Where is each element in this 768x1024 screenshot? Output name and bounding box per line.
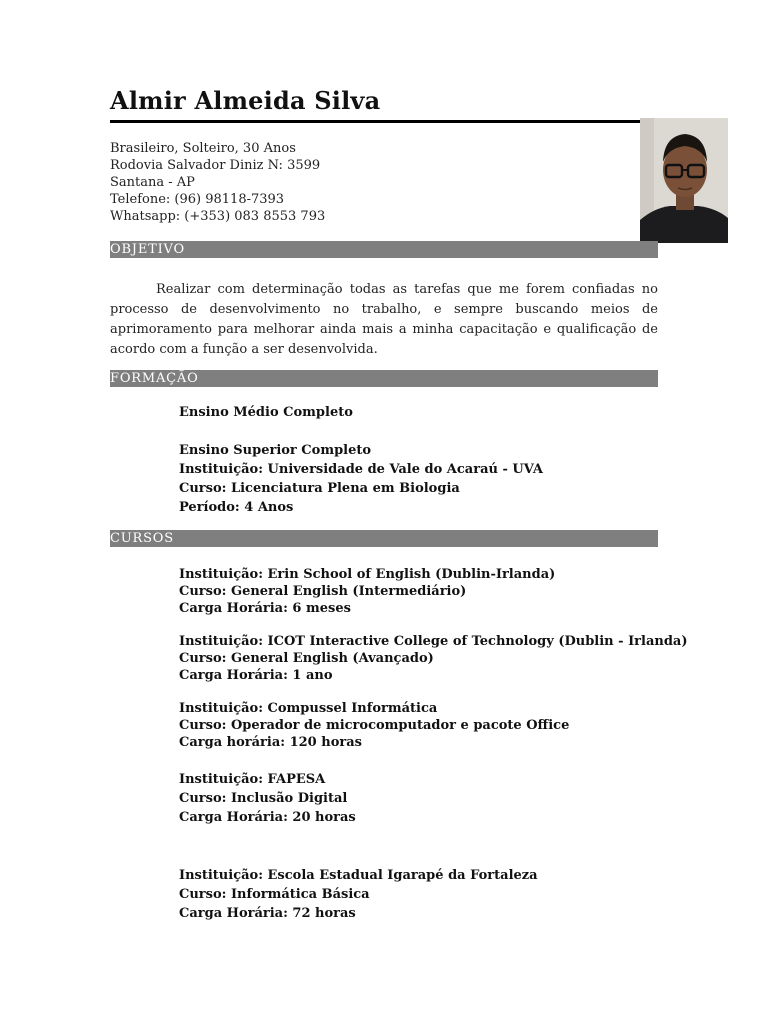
course-name: Curso: Inclusão Digital xyxy=(179,791,348,806)
course-entry xyxy=(179,566,555,617)
section-header-objetivo: OBJETIVO xyxy=(110,241,658,258)
personal-details: Brasileiro, Solteiro, 30 Anos xyxy=(110,141,296,156)
formacao-item: Ensino Superior Completo xyxy=(179,443,372,458)
course-entry xyxy=(179,700,569,751)
phone-line: Telefone: (96) 98118-7393 xyxy=(110,192,285,207)
formacao-item: Período: 4 Anos xyxy=(179,500,294,515)
course-hours: Carga Horária: 72 horas xyxy=(179,906,356,921)
section-header-cursos: CURSOS xyxy=(110,530,658,547)
course-hours: Carga horária: 120 horas xyxy=(179,735,362,750)
course-entry xyxy=(179,633,687,684)
city-line: Santana - AP xyxy=(110,175,195,190)
course-institution: Instituição: ICOT Interactive College of Technology (Dublin - Irlanda) xyxy=(179,634,688,649)
course-institution: Instituição: Compussel Informática xyxy=(179,701,438,716)
course-name: Curso: General English (Intermediário) xyxy=(179,584,467,599)
profile-photo xyxy=(640,118,728,243)
course-hours: Carga Horária: 1 ano xyxy=(179,668,333,683)
course-entry xyxy=(179,866,538,923)
formacao-item: Ensino Médio Completo xyxy=(179,405,353,420)
course-name: Curso: General English (Avançado) xyxy=(179,651,434,666)
course-institution: Instituição: Erin School of English (Dublin-Irlanda) xyxy=(179,567,556,582)
formacao-item: Curso: Licenciatura Plena em Biologia xyxy=(179,481,460,496)
address-line: Rodovia Salvador Diniz N: 3599 xyxy=(110,158,321,173)
course-name: Curso: Informática Básica xyxy=(179,887,370,902)
contact-info xyxy=(110,140,325,225)
course-institution: Instituição: Escola Estadual Igarapé da Fortaleza xyxy=(179,868,538,883)
title-divider xyxy=(110,120,640,123)
candidate-name: Almir Almeida Silva xyxy=(110,86,381,115)
formacao-item: Instituição: Universidade de Vale do Acaraú - UVA xyxy=(179,462,543,477)
whatsapp-line: Whatsapp: (+353) 083 8553 793 xyxy=(110,209,326,224)
section-header-formacao: FORMAÇÃO xyxy=(110,370,658,387)
course-name: Curso: Operador de microcomputador e pacote Office xyxy=(179,718,570,733)
course-hours: Carga Horária: 20 horas xyxy=(179,810,356,825)
formacao-list xyxy=(179,403,543,517)
course-hours: Carga Horária: 6 meses xyxy=(179,601,351,616)
course-entry xyxy=(179,770,356,827)
objective-text: Realizar com determinação todas as tarefas que me forem confiadas no processo de desenvolvimento no trabalho, e sempre buscando meios de aprimoramento para melhorar ainda mais a minha capacitação e qualificação de acordo com a função a ser desenvolvida. xyxy=(110,282,658,357)
course-institution: Instituição: FAPESA xyxy=(179,772,326,787)
